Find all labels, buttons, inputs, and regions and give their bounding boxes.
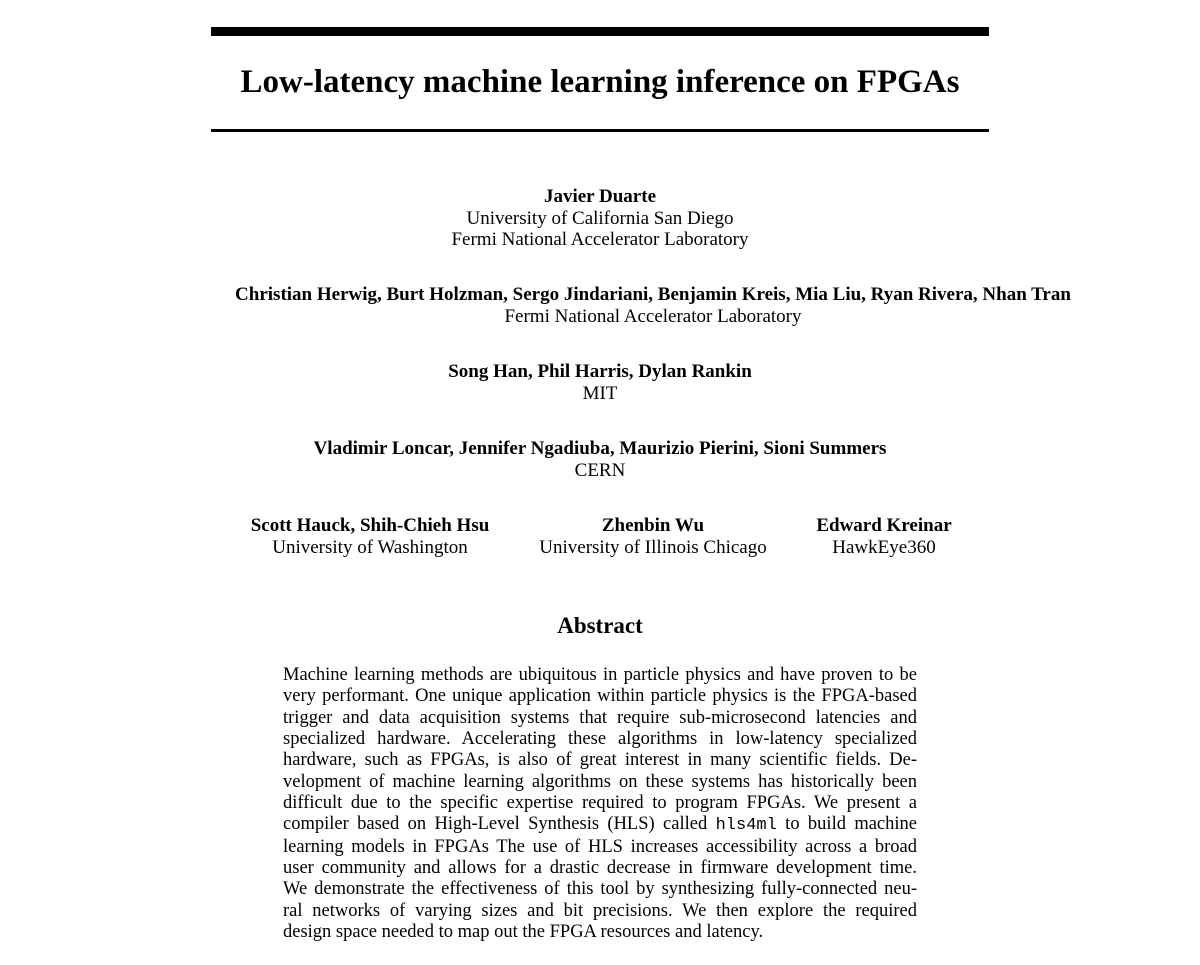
abstract-line: Machine learning methods are ubiquitous in particle physics and have proven to be (283, 665, 917, 685)
affiliation: University of California San Diego (466, 207, 734, 229)
author-names: Zhenbin Wu (601, 515, 705, 536)
paper-title: Low-latency machine learning inference on FPGAs (240, 64, 960, 100)
author-column-3 (789, 515, 979, 558)
abstract-line: trigger and data acquisition systems that require sub-microsecond latencies and (283, 707, 917, 728)
author-group-1 (0, 186, 1200, 251)
affiliation: Fermi National Accelerator Laboratory (451, 229, 749, 250)
author-names: Song Han, Phil Harris, Dylan Rankin (448, 361, 752, 382)
abstract-text: compiler based on High-Level Synthesis (HLS) called (283, 814, 716, 835)
abstract-heading: Abstract (557, 613, 643, 638)
affiliation: HawkEye360 (832, 536, 936, 558)
author-group-2 (53, 284, 1200, 327)
abstract-body (283, 665, 917, 943)
abstract-line: learning models in FPGAs The use of HLS increases accessibility across a broad (283, 836, 917, 857)
affiliation: University of Washington (272, 536, 468, 558)
author-names: Christian Herwig, Burt Holzman, Sergo Jindariani, Benjamin Kreis, Mia Liu, Ryan Rivera, Nhan Tran (235, 284, 1071, 305)
author-names: Scott Hauck, Shih-Chieh Hsu (250, 515, 490, 536)
abstract-line: specialized hardware. Accelerating these algorithms in low-latency specialized (283, 729, 917, 750)
author-group-4 (0, 438, 1200, 481)
author-names: Edward Kreinar (816, 515, 952, 536)
abstract-line: design space needed to map out the FPGA resources and latency. (283, 922, 764, 943)
code-hls4ml: hls4ml (715, 816, 777, 836)
abstract-line: difficult due to the specific expertise required to program FPGAs. We present a (283, 793, 917, 814)
abstract-line: user community and allows for a drastic decrease in firmware development time. (283, 858, 917, 879)
abstract-line-with-code (283, 814, 917, 836)
author-names: Javier Duarte (543, 186, 657, 207)
title-rule-bottom (211, 129, 989, 132)
abstract-line: We demonstrate the effectiveness of this tool by synthesizing fully-connected neu- (283, 879, 917, 900)
abstract-line: velopment of machine learning algorithms on these systems has historically been (283, 771, 917, 792)
affiliation: CERN (574, 459, 626, 481)
author-column-1 (225, 515, 515, 558)
author-names: Vladimir Loncar, Jennifer Ngadiuba, Maurizio Pierini, Sioni Summers (313, 438, 887, 459)
affiliation: University of Illinois Chicago (539, 536, 767, 558)
abstract-line: hardware, such as FPGAs, is also of great interest in many scientific fields. De- (283, 750, 917, 771)
abstract-line: very performant. One unique application within particle physics is the FPGA-based (283, 686, 917, 707)
author-column-2 (519, 515, 787, 558)
title-rule-top (211, 27, 989, 36)
author-group-3 (0, 361, 1200, 404)
affiliation: Fermi National Accelerator Laboratory (504, 305, 802, 327)
abstract-text: to build machine (776, 814, 917, 835)
affiliation: MIT (582, 382, 618, 404)
abstract-line: ral networks of varying sizes and bit precisions. We then explore the required (283, 900, 917, 921)
